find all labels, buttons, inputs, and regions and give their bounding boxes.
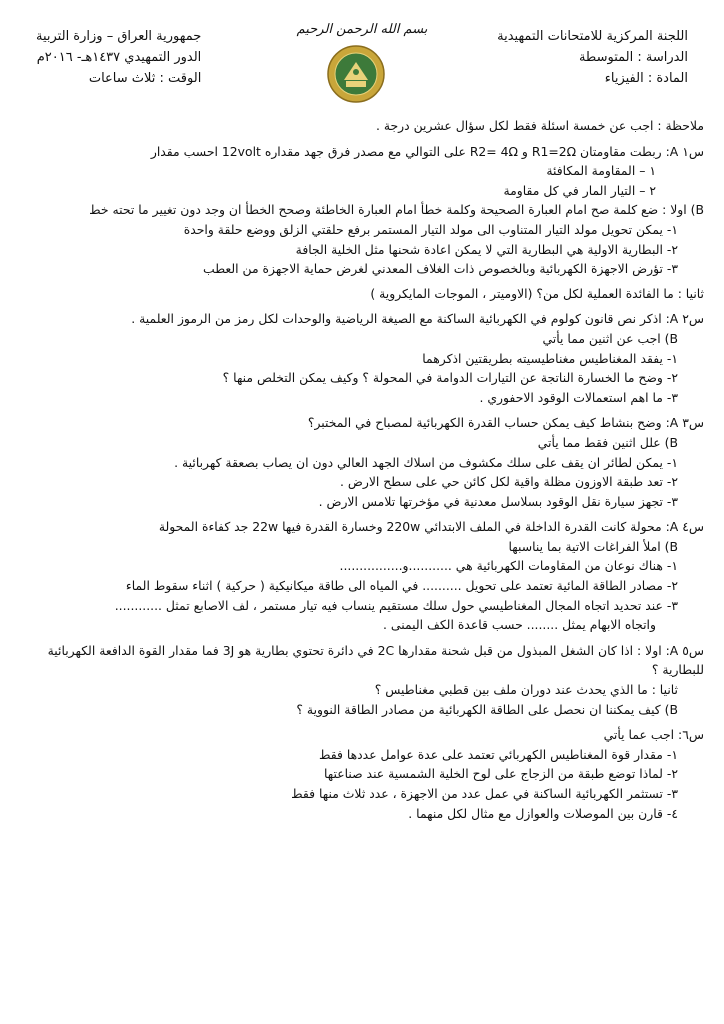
question-1 [14,142,704,304]
question-3-line: B) علل اثنين فقط مما يأتي [537,434,678,450]
study-level: الدراسة : المتوسطة [578,50,688,65]
header-right-block [497,26,688,89]
question-4-line: ٢- مصادر الطاقة المائية تعتمد على تحويل .......... في المياه الى طاقة ميكانيكية ( حركية ) اثناء سقوط الماء [125,578,678,594]
question-6-line: ١- مقدار قوة المغناطيس الكهربائي تعتمد على عدة عوامل عددها فقط [318,746,678,762]
question-6-line: ٣- تستثمر الكهربائية الساكنة في عمل عدد من الاجهزة ، عدد ثلاث منها فقط [291,786,678,801]
question-3-line: س٣ A: وضح بنشاط كيف يمكن حساب القدرة الكهربائية لمصباح في المختبر؟ [307,415,704,431]
country-ministry: جمهورية العراق – وزارة التربية [36,29,202,44]
question-1-line: ٢ – التيار المار في كل مقاومة [503,182,656,198]
question-1-line: ٢- البطارية الاولية هي البطارية التي لا يمكن اعادة شحنها مثل الخلية الجافة [295,241,678,257]
exam-note: ملاحظة : اجب عن خمسة اسئلة فقط لكل سؤال عشرين درجة . [375,118,704,133]
question-2-line: ٢- وضح ما الخسارة الناتجة عن التيارات الدوامة في المحولة ؟ وكيف يمكن التخلص منها ؟ [222,370,678,386]
question-2-line: B) اجب عن اثنين مما يأتي [542,330,678,346]
question-5-line: ثانيا : ما الذي يحدث عند دوران ملف بين قطبي مغناطيس ؟ [374,682,678,698]
question-2-line: س٢ A: اذكر نص قانون كولوم في الكهربائية الساكنة مع الصيغة الرياضية والوحدات لكل رمز من الرموز العلمية . [131,311,704,327]
question-1-line: س١ A: ربطت مقاومتان R1=2Ω و R2= 4Ω على التوالي مع مصدر فرق جهد مقداره 12volt احسب مقدار [150,143,704,159]
question-4-line: س٤ A: محولة كانت القدرة الداخلة في الملف الابتدائي 220w وخسارة القدرة فيها 22w جد كفاءة المحولة [158,519,704,535]
question-3-line: ١- يمكن لطائر ان يقف على سلك مكشوف من اسلاك الجهد العالي دون ان يصاب بصعقة كهربائية . [174,454,678,470]
exam-session: الدور التمهيدي ١٤٣٧هـ- ٢٠١٦م [36,50,202,65]
question-3 [14,413,704,511]
question-1-line: ٣- تؤرض الاجهزة الكهربائية وبالخصوص ذات الغلاف المعدني لغرض حماية الاجهزة من العطب [203,261,678,277]
question-5-line: B) كيف يمكننا ان نحصل على الطاقة الكهربائية من مصادر الطاقة النووية ؟ [296,701,678,717]
question-2-line: ٣- ما اهم استعمالات الوقود الاحفوري . [479,389,678,405]
question-5 [14,641,704,719]
subject: المادة : الفيزياء [604,71,688,86]
question-1-line: B) اولا : ضع كلمة صح امام العبارة الصحيحة وكلمة خطأ امام العبارة الخاطئة وصحح الخطأ ان وجد دون تغيير ما تحته خط [89,202,704,218]
question-1-line: ١ – المقاومة المكافئة [546,163,656,179]
question-1-line: ١- يمكن تحويل مولد التيار المتناوب الى مولد التيار المستمر برفع حلقتي الزلق ووضع حلقة واحدة [183,221,678,237]
question-4-line: واتجاه الابهام يمثل ........ حسب قاعدة الكف اليمنى . [383,617,656,633]
question-3-line: ٣- تجهز سيارة نقل الوقود بسلاسل معدنية في مؤخرتها تلامس الارض . [318,493,678,509]
question-6-line: ٤- قارن بين الموصلات والعوازل مع مثال لكل منهما . [408,805,678,821]
question-4 [14,517,704,635]
question-4-line: B) املأ الفراغات الاتية بما يناسبها [508,538,678,554]
question-6-line: ٢- لماذا توضع طبقة من الزجاج على لوح الخلية الشمسية عند صناعتها [323,766,678,782]
question-3-line: ٢- تعد طبقة الاوزون مظلة واقية لكل كائن حي على سطح الارض . [340,474,678,490]
question-1-line: ثانيا : ما الفائدة العملية لكل من؟ (الاوميتر ، الموجات المايكروية ) [370,285,704,301]
ministry-logo [326,44,386,104]
question-2 [14,309,704,407]
committee-title: اللجنة المركزية للامتحانات التمهيدية [497,29,688,44]
exam-body [14,116,704,823]
question-6 [14,725,704,823]
question-4-line: ٣- عند تحديد اتجاه المجال المغناطيسي حول سلك مستقيم ينساب فيه تيار مستمر ، لف الاصابع تمثل ............ [114,597,678,613]
exam-duration: الوقت : ثلاث ساعات [88,71,202,86]
basmala: بسم الله الرحمن الرحيم [296,22,428,37]
question-6-line: س٦: اجب عما يأتي [603,727,704,743]
header-left-block [36,26,201,89]
question-2-line: ١- يفقد المغناطيس مغناطيسيته بطريقتين اذكرهما [422,350,678,366]
question-5-line: س٥ A: اولا : اذا كان الشغل المبذول من قبل شحنة مقدارها 2C في دائرة تحتوي بطارية هو 3J فما مقدار القوة الدافعة الكهربائية للبطارية ؟ [47,642,704,678]
question-4-line: ١- هناك نوعان من المقاومات الكهربائية هي ...........و................ [339,558,678,574]
